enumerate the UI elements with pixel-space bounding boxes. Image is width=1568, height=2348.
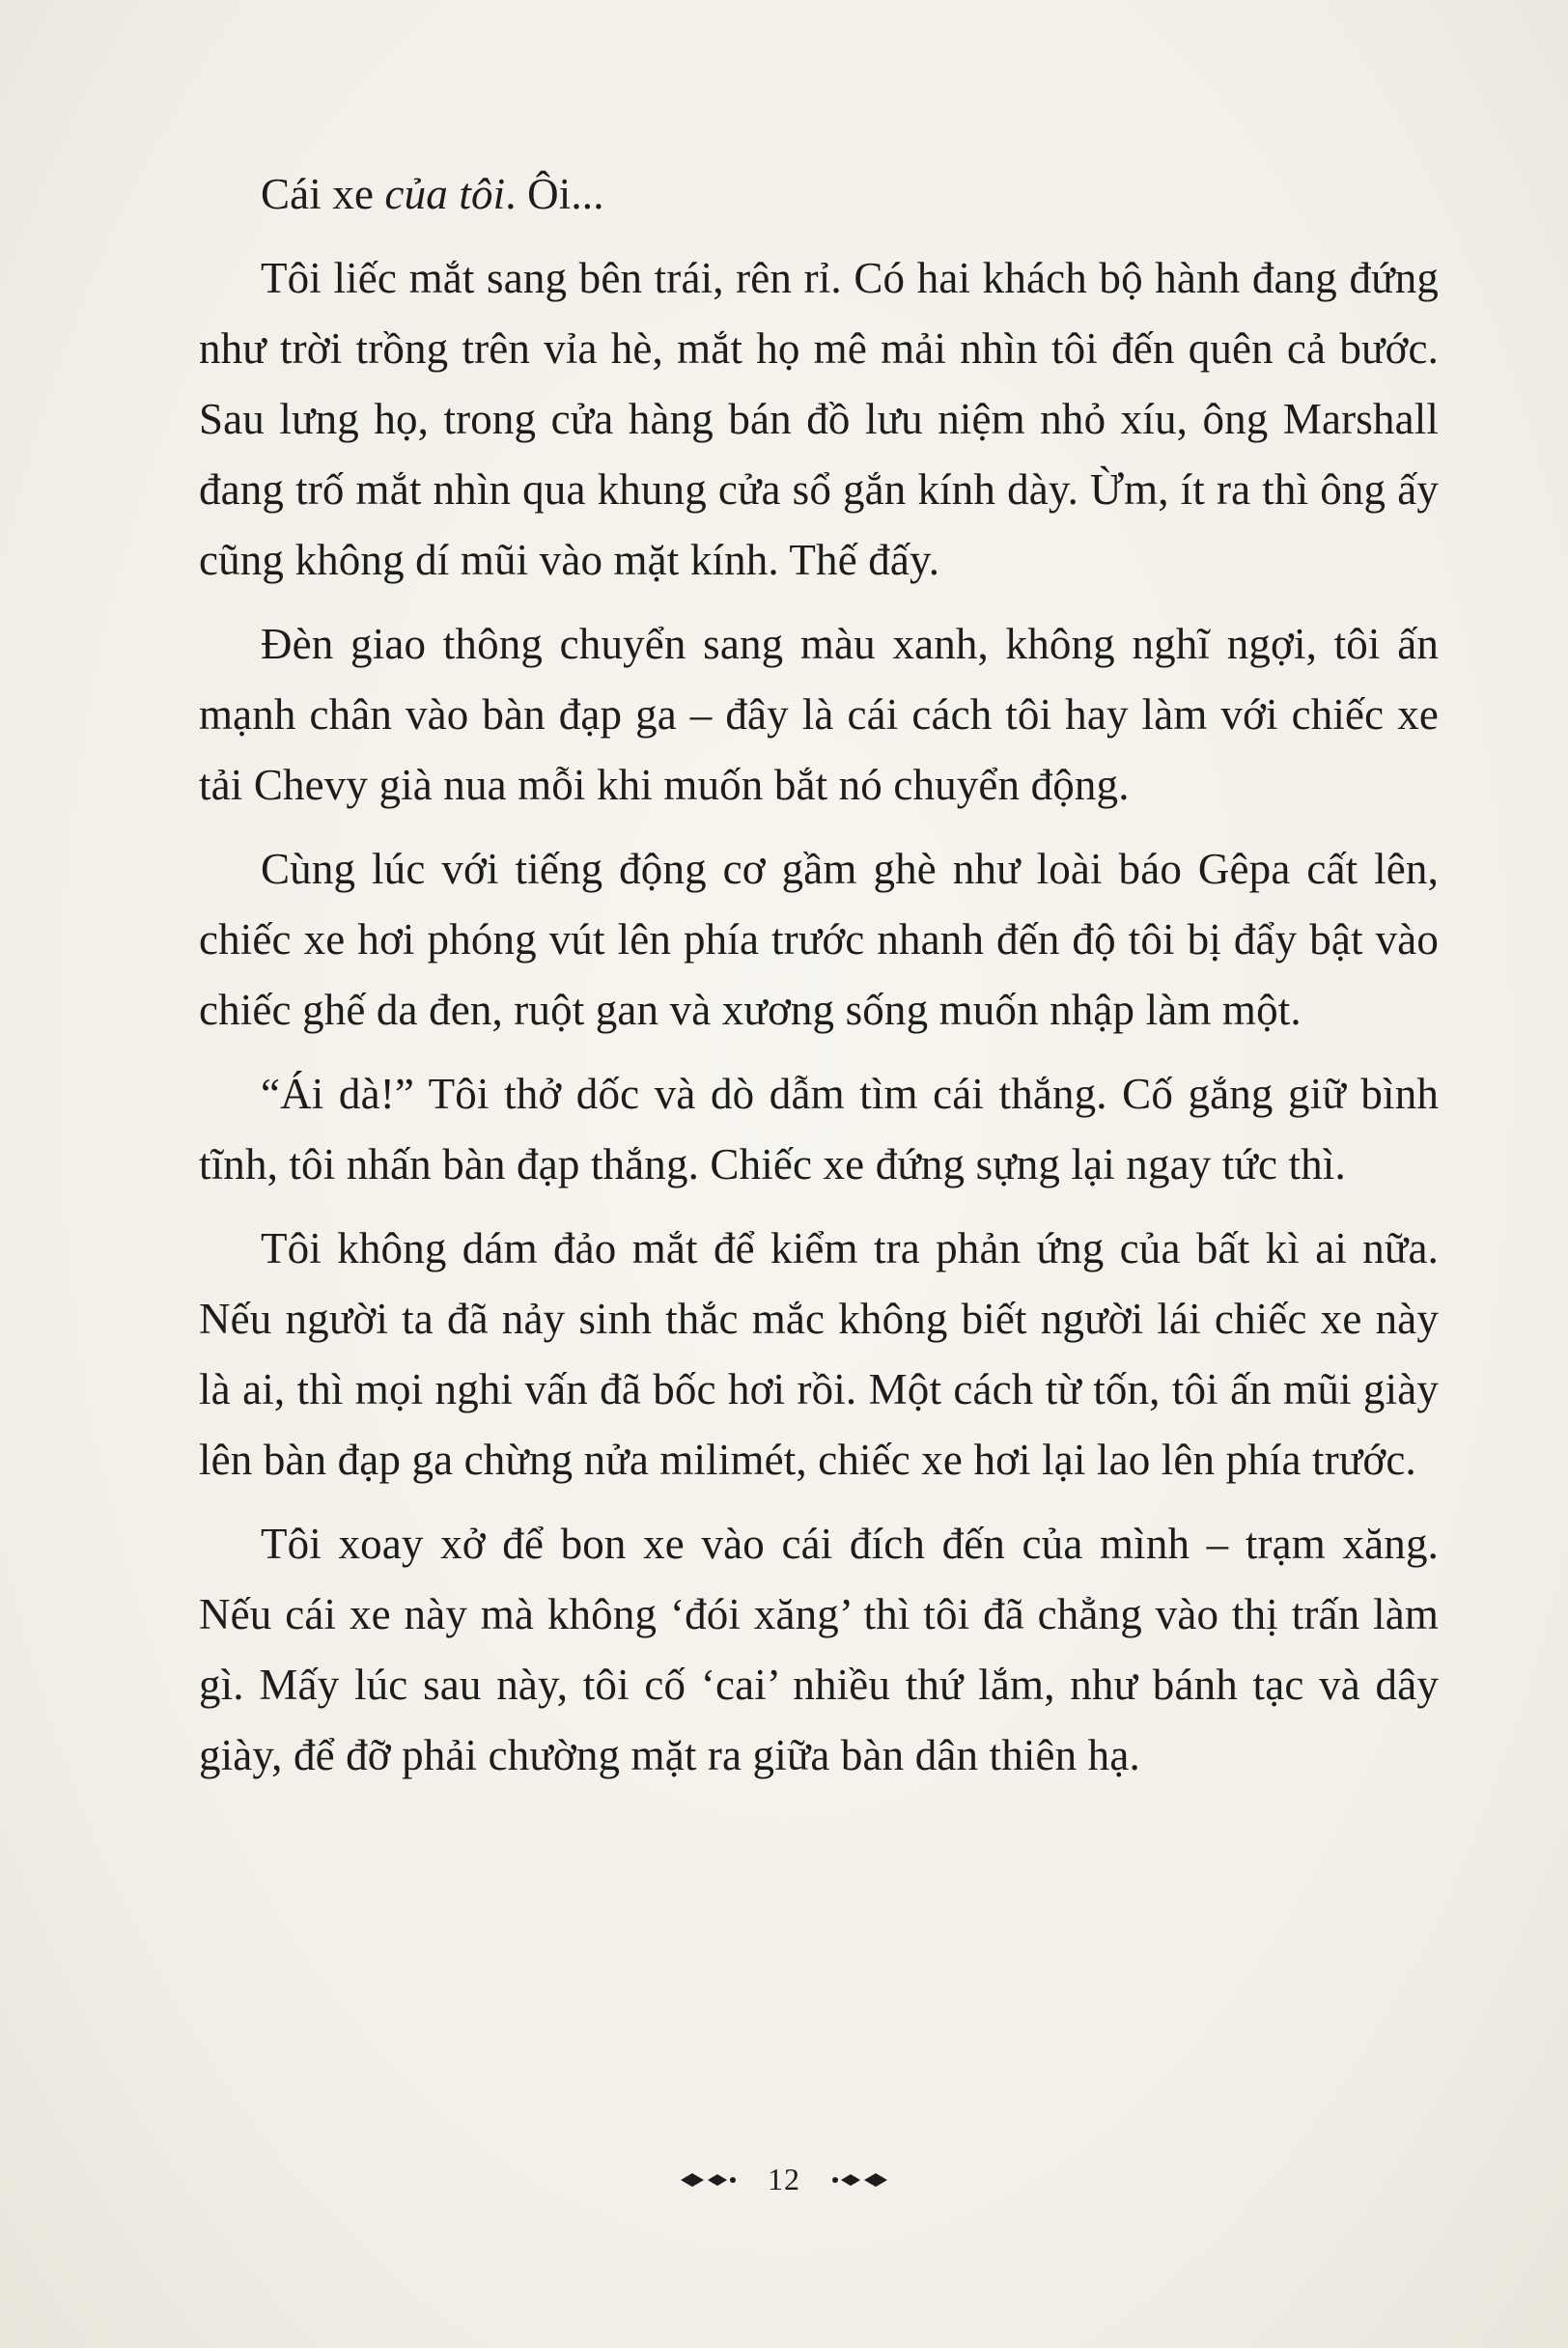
diamond-ornament-left-icon (679, 2162, 739, 2197)
paragraph-5: “Ái dà!” Tôi thở dốc và dò dẫm tìm cái thắng. Cố gắng giữ bình tĩnh, tôi nhấn bàn đạp thắng. Chiếc xe đứng sựng lại ngay tức thì. (199, 1070, 1439, 1188)
paragraph-6: Tôi không dám đảo mắt để kiểm tra phản ứng của bất kì ai nữa. Nếu người ta đã nảy sinh thắc mắc không biết người lái chiếc xe này là ai, thì mọi nghi vấn đã bốc hơi rồi. Một cách từ tốn, tôi ấn mũi giày lên bàn đạp ga chừng nửa milimét, chiếc xe hơi lại lao lên phía trước. (199, 1224, 1439, 1484)
page-number: 12 (768, 2162, 800, 2197)
paragraph-7: Tôi xoay xở để bon xe vào cái đích đến của mình – trạm xăng. Nếu cái xe này mà không ‘đói xăng’ thì tôi đã chẳng vào thị trấn làm gì. Mấy lúc sau này, tôi cố ‘cai’ nhiều thứ lắm, như bánh tạc và dây giày, để đỡ phải chường mặt ra giữa bàn dân thiên hạ. (199, 1520, 1439, 1779)
body-text (199, 159, 1439, 1804)
paragraph-1-end: . Ôi... (505, 170, 604, 218)
paragraph-3: Đèn giao thông chuyển sang màu xanh, không nghĩ ngợi, tôi ấn mạnh chân vào bàn đạp ga – đây là cái cách tôi hay làm với chiếc xe tải Chevy già nua mỗi khi muốn bắt nó chuyển động. (199, 620, 1439, 809)
paragraph-1 (199, 159, 1439, 230)
paragraph-4: Cùng lúc với tiếng động cơ gầm ghè như loài báo Gêpa cất lên, chiếc xe hơi phóng vút lên phía trước nhanh đến độ tôi bị đẩy bật vào chiếc ghế da đen, ruột gan và xương sống muốn nhập làm một. (199, 845, 1439, 1034)
diamond-ornament-right-icon (829, 2162, 889, 2197)
paragraph-2: Tôi liếc mắt sang bên trái, rên rỉ. Có hai khách bộ hành đang đứng như trời trồng trên vỉa hè, mắt họ mê mải nhìn tôi đến quên cả bước. Sau lưng họ, trong cửa hàng bán đồ lưu niệm nhỏ xíu, ông Marshall đang trố mắt nhìn qua khung cửa sổ gắn kính dày. Ừm, ít ra thì ông ấy cũng không dí mũi vào mặt kính. Thế đấy. (199, 254, 1439, 584)
paragraph-1-italic: của tôi (384, 170, 506, 218)
paragraph-1-start: Cái xe (261, 170, 385, 218)
page-footer (0, 2159, 1568, 2197)
